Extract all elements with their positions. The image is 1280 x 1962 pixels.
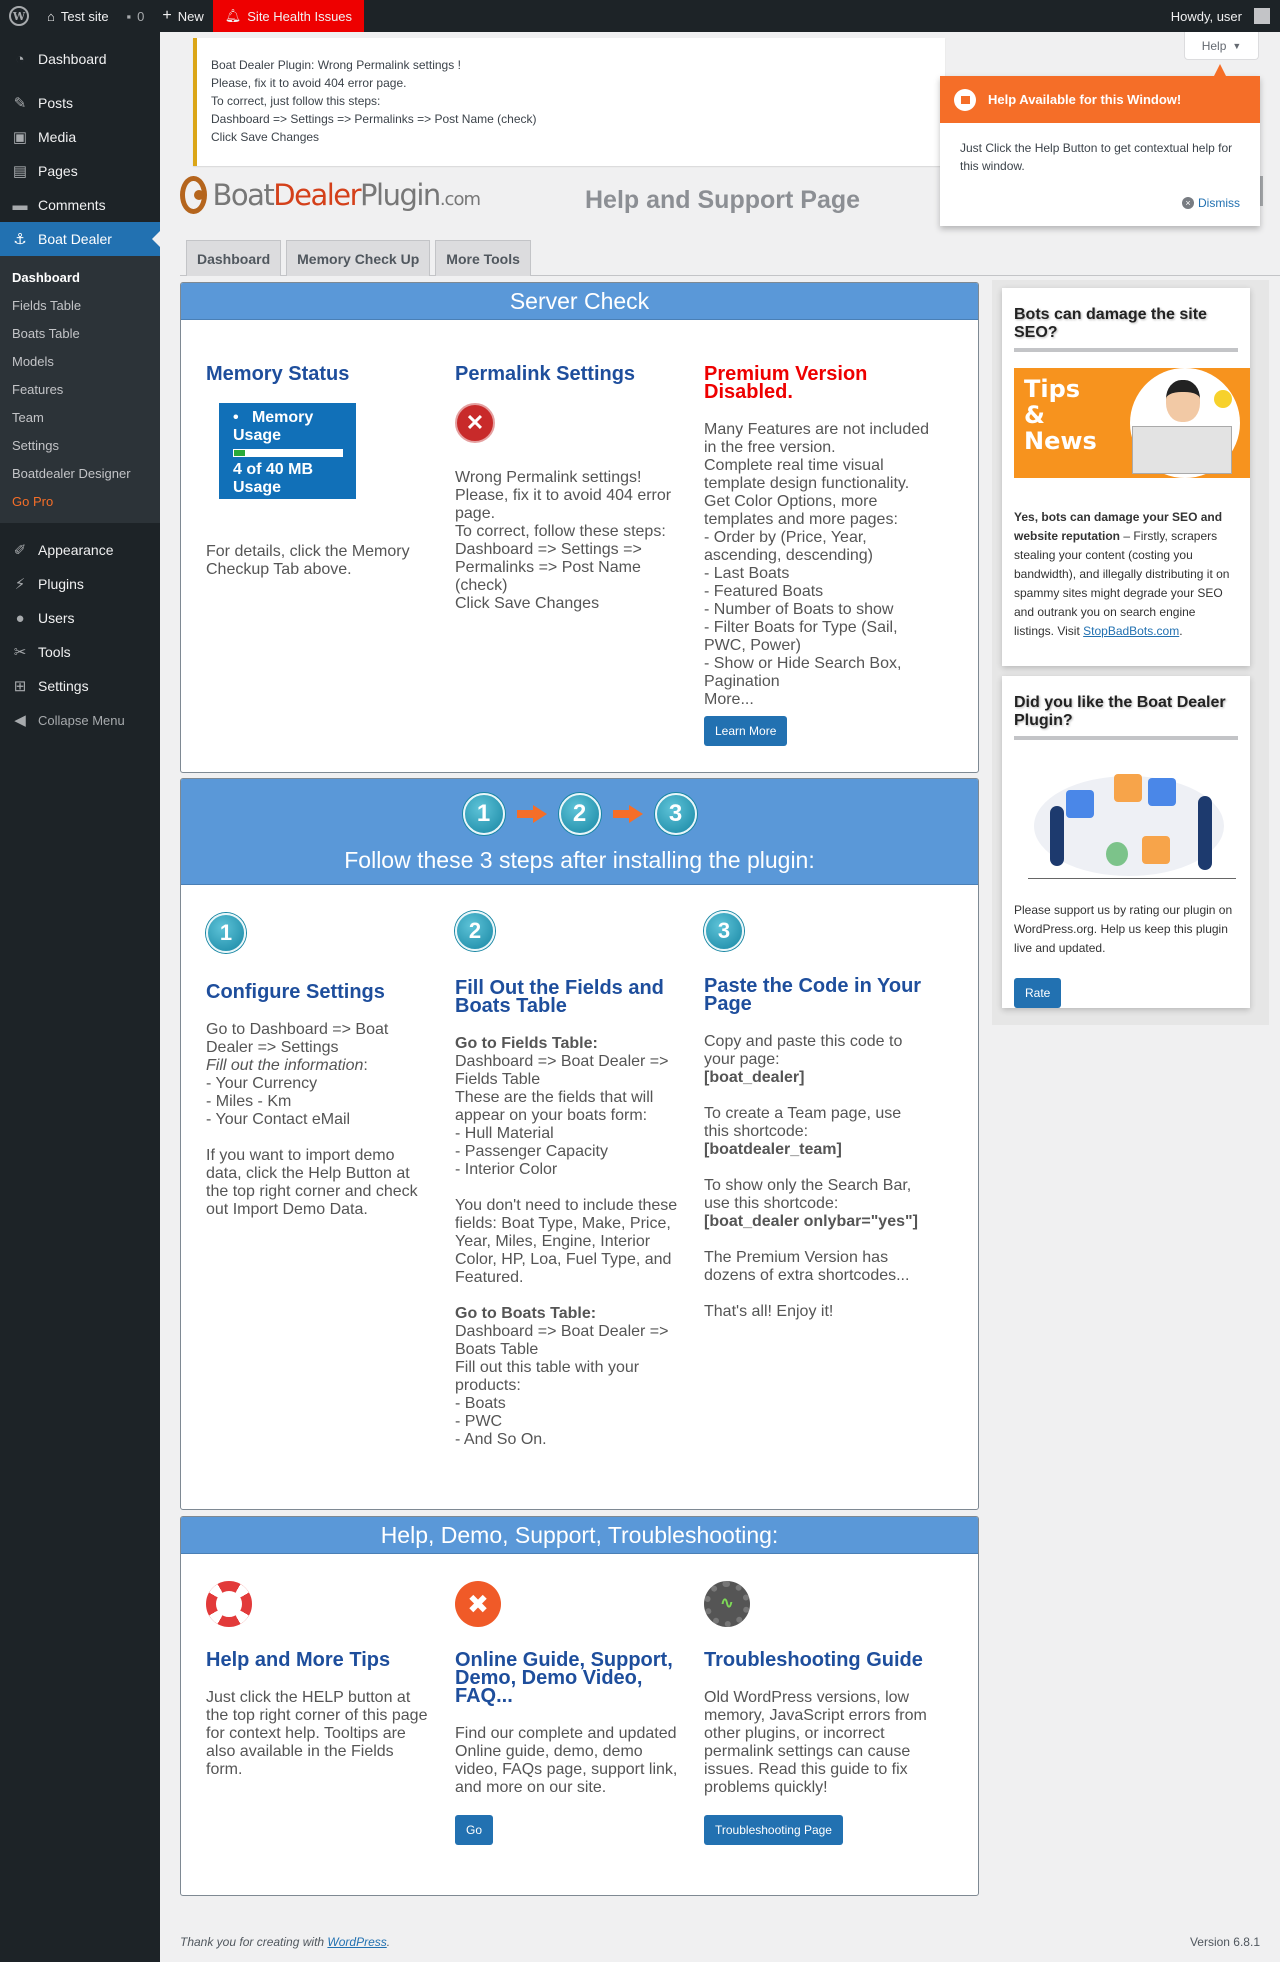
submenu-boats-table[interactable]: Boats Table <box>12 325 80 341</box>
permalink-settings-column <box>455 365 704 746</box>
install-steps-box <box>180 778 979 1510</box>
puzzle-piece-icon <box>1114 774 1142 802</box>
collapse-label: Collapse Menu <box>38 712 125 728</box>
notice-line: Dashboard => Settings => Permalinks => Post Name (check) <box>211 112 537 126</box>
logo-boat: Boat <box>212 178 274 212</box>
step-1-item: - Your Contact eMail <box>206 1111 351 1128</box>
step-3-text: To create a Team page, use this shortcode: <box>704 1105 902 1140</box>
notice-line: Boat Dealer Plugin: Wrong Permalink settings ! <box>211 58 461 72</box>
fill-fields-heading: Fill Out the Fields and Boats Table <box>455 977 664 1017</box>
no-need-fields-text: You don't need to include these fields: Boat Type, Make, Price, Year, Miles, Engine, Interior Color, HP, Loa, Fuel Type, and Featured. <box>455 1197 678 1286</box>
wrench-icon: ✂ <box>13 644 27 661</box>
person-figure-icon <box>1198 796 1212 870</box>
arrow-right-icon <box>517 807 547 821</box>
page-icon: ▤ <box>12 163 28 180</box>
sidebar-item-label: Dashboard <box>38 51 107 67</box>
step-1-icon: 1 <box>463 793 505 835</box>
sidebar-item-appearance[interactable] <box>0 533 160 567</box>
bullet-icon: • <box>233 409 252 426</box>
sidebar-item-label: Posts <box>38 95 74 111</box>
admin-bar <box>0 0 1280 32</box>
puzzle-piece-icon <box>1142 836 1170 864</box>
submenu-go-pro[interactable]: Go Pro <box>12 493 54 509</box>
permalink-warning-notice <box>193 38 945 166</box>
online-guide-column <box>455 1581 704 1845</box>
help-tips-column <box>206 1581 455 1845</box>
premium-line: - Featured Boats <box>704 583 824 600</box>
step-3-text: To show only the Search Bar, use this shortcode: <box>704 1177 912 1212</box>
footer-dot: . <box>386 1935 391 1949</box>
premium-line: More... <box>704 691 754 708</box>
boat-dealer-logo <box>180 170 480 220</box>
step-2-line: - Hull Material <box>455 1125 554 1142</box>
permalink-line: To correct, follow these steps: <box>455 523 666 540</box>
premium-line: - Number of Boats to show <box>704 601 894 618</box>
submenu-features[interactable]: Features <box>12 381 64 397</box>
submenu-fields-table[interactable]: Fields Table <box>12 297 82 313</box>
tab-memory-check-up[interactable]: Memory Check Up <box>286 240 430 276</box>
pointer-header <box>940 76 1260 123</box>
tips-news-text <box>1024 376 1097 454</box>
sidebar-item-label: Users <box>38 610 75 626</box>
error-x-icon: ✕ <box>455 403 495 443</box>
wordpress-logo-icon: W <box>9 6 29 26</box>
news-word: News <box>1024 427 1097 455</box>
site-health-label: Site Health Issues <box>247 8 353 24</box>
memory-progress-bar <box>233 449 343 457</box>
sidebar-item-label: Plugins <box>38 576 84 592</box>
tips-word: Tips <box>1024 375 1081 403</box>
notice-line: To correct, just follow this steps: <box>211 94 381 108</box>
memory-usage-label <box>233 409 342 445</box>
puzzle-piece-icon <box>1148 778 1176 806</box>
user-icon: ● <box>15 609 25 627</box>
help-tips-heading: Help and More Tips <box>206 1649 391 1671</box>
sidebar-item-label: Pages <box>38 163 78 179</box>
bots-seo-text <box>1014 508 1238 641</box>
person-head-icon <box>1166 380 1200 422</box>
sidebar-item-pages[interactable] <box>0 154 160 188</box>
premium-line: - Order by (Price, Year, ascending, descending) <box>704 529 874 564</box>
go-button[interactable]: Go <box>455 1815 493 1845</box>
steps-title: Follow these 3 steps after installing the plugin: <box>344 847 815 873</box>
step-3-text: The Premium Version has dozens of extra shortcodes... <box>704 1249 910 1284</box>
comments-link[interactable] <box>118 0 154 32</box>
stopbadbots-link[interactable]: StopBadBots.com <box>1083 624 1180 638</box>
memory-status-heading: Memory Status <box>206 363 350 385</box>
sidebar-item-media[interactable] <box>0 120 160 154</box>
fill-info-italic: Fill out the information <box>206 1057 364 1074</box>
memory-usage-value: 4 of 40 MB Usage <box>233 461 314 496</box>
help-tips-text: Just click the HELP button at the top right corner of this page for context help. Tooltips are also available in the Fields form. <box>206 1689 428 1778</box>
right-sidebar <box>992 280 1269 1025</box>
sidebar-item-users[interactable] <box>0 601 160 635</box>
sidebar-item-comments[interactable] <box>0 188 160 222</box>
memory-progress-fill <box>234 450 245 456</box>
server-check-box <box>180 282 979 773</box>
sidebar-item-label: Media <box>38 129 77 145</box>
bots-seo-body: – Firstly, scrapers stealing your content (costing you bandwidth), and illegally distributing it on spammy sites might degrade your SEO and outrank you on search engine listings. Visit <box>1014 529 1230 638</box>
step-2-line: Fill out this table with your products: <box>455 1359 640 1394</box>
person-figure-icon <box>1050 806 1064 866</box>
sidebar-item-settings[interactable] <box>0 669 160 703</box>
period-text: . <box>1179 624 1183 638</box>
plug-icon: ⚡︎ <box>14 576 26 593</box>
premium-disabled-heading: Premium Version Disabled. <box>704 363 868 403</box>
tab-more-tools[interactable]: More Tools <box>435 240 531 276</box>
ship-wheel-icon <box>180 176 207 214</box>
pointer-title: Help Available for this Window! <box>988 92 1182 107</box>
submenu-team[interactable]: Team <box>12 409 44 425</box>
avatar <box>1254 8 1270 24</box>
footer-thanks <box>180 1935 390 1949</box>
troubleshooting-text: Old WordPress versions, low memory, JavaScript errors from other plugins, or incorrect permalink settings can cause issues. Read this guide to fix problems quickly! <box>704 1689 927 1796</box>
step-1-fill-line <box>206 1057 431 1075</box>
colon-text: : <box>363 1057 368 1074</box>
my-account-link[interactable] <box>1162 0 1280 32</box>
rate-plugin-title: Did you like the Boat Dealer Plugin? <box>1014 694 1238 740</box>
premium-line: Many Features are not included in the free version. <box>704 421 930 456</box>
server-check-title: Server Check <box>181 283 978 320</box>
notice-line: Please, fix it to avoid 404 error page. <box>211 76 407 90</box>
site-name-link[interactable] <box>38 0 118 32</box>
sidebar-item-tools[interactable] <box>0 635 160 669</box>
home-icon: ⌂ <box>47 8 55 24</box>
logo-plugin: Plugin <box>360 178 440 212</box>
steps-numbers-row <box>181 779 978 835</box>
caret-down-icon: ▼ <box>1232 40 1242 51</box>
logo-text <box>213 178 481 212</box>
dismiss-link[interactable] <box>1182 196 1240 210</box>
online-guide-heading: Online Guide, Support, Demo, Demo Video, FAQ... <box>455 1649 673 1707</box>
flag-icon <box>954 89 976 111</box>
notice-line: Click Save Changes <box>211 130 320 144</box>
brush-icon: ✐ <box>13 542 27 559</box>
tab-dashboard[interactable]: Dashboard <box>186 240 281 276</box>
submenu-dashboard[interactable]: Dashboard <box>12 269 80 285</box>
step-2-line: - Interior Color <box>455 1161 558 1178</box>
new-label: New <box>177 8 204 24</box>
step-3-column <box>704 913 953 1449</box>
collapse-icon: ◀ <box>14 712 26 729</box>
logo-dealer: Dealer <box>273 178 361 212</box>
newspaper-icon <box>1132 426 1232 474</box>
close-icon: × <box>1182 197 1194 209</box>
bots-seo-card <box>1002 288 1250 666</box>
lifebuoy-icon <box>206 1581 252 1627</box>
step-2-column <box>455 913 704 1449</box>
help-tab-label: Help <box>1201 38 1227 53</box>
media-icon: ▣ <box>12 129 28 146</box>
footer-thanks-text: Thank you for creating with <box>180 1935 328 1949</box>
admin-sidebar <box>0 32 160 1962</box>
help-tab-button[interactable] <box>1184 32 1259 60</box>
step-2-line: These are the fields that will appear on your boats form: <box>455 1089 654 1124</box>
step-2-line: - Passenger Capacity <box>455 1143 608 1160</box>
help-support-box <box>180 1516 979 1896</box>
pin-icon: ✎ <box>13 95 27 112</box>
dashboard-icon: ◔ <box>15 50 25 68</box>
wordpress-link[interactable]: WordPress <box>327 1935 387 1949</box>
site-health-link[interactable] <box>213 0 364 32</box>
comment-icon: ▬ <box>12 196 28 214</box>
comments-count: 0 <box>137 8 145 24</box>
step-3-text: That's all! Enjoy it! <box>704 1303 834 1320</box>
step-2-line: - Boats <box>455 1395 506 1412</box>
learn-more-button[interactable]: Learn More <box>704 716 787 746</box>
submenu-models[interactable]: Models <box>12 353 54 369</box>
wrench-icon: ✖ <box>455 1581 501 1627</box>
bots-seo-title: Bots can damage the site SEO? <box>1014 306 1238 352</box>
sidebar-item-plugins[interactable] <box>0 567 160 601</box>
nav-tabs <box>180 240 1280 276</box>
plus-icon: + <box>162 7 172 24</box>
site-name: Test site <box>60 8 109 24</box>
step-3-badge-icon: 3 <box>704 911 744 951</box>
bots-seo-bold: Yes, bots can damage your SEO and website reputation <box>1014 510 1223 543</box>
permalink-line: Please, fix it to avoid 404 error page. <box>455 487 672 522</box>
troubleshooting-heading: Troubleshooting Guide <box>704 1649 923 1671</box>
plant-icon <box>1106 842 1128 866</box>
permalink-line: Click Save Changes <box>455 595 600 612</box>
submenu-boatdealer-designer[interactable]: Boatdealer Designer <box>12 465 131 481</box>
settings-icon: ⊞ <box>13 678 27 695</box>
premium-features-text <box>704 421 929 709</box>
step-2-line: - PWC <box>455 1413 503 1430</box>
pointer-body: Just Click the Help Button to get contextual help for this window. <box>960 141 1233 173</box>
shortcode-team: [boatdealer_team] <box>704 1141 842 1158</box>
page-title: Help and Support Page <box>585 186 861 214</box>
step-1-badge-icon: 1 <box>206 913 246 953</box>
puzzle-illustration <box>1014 756 1250 881</box>
step-1-item: - Your Currency <box>206 1075 318 1092</box>
footer-version: Version 6.8.1 <box>1189 1935 1260 1949</box>
puzzle-piece-icon <box>1066 790 1094 818</box>
new-content-link[interactable] <box>153 0 212 32</box>
sidebar-item-label: Comments <box>38 197 106 213</box>
permalink-line: Wrong Permalink settings! <box>455 469 642 486</box>
step-1-column <box>206 913 455 1449</box>
premium-line: Get Color Options, more templates and more pages: <box>704 493 898 528</box>
step-2-line: - And So On. <box>455 1431 547 1448</box>
lightbulb-icon <box>1214 390 1232 408</box>
memory-usage-text: Memory Usage <box>233 409 314 444</box>
steps-header <box>181 779 978 885</box>
amp-word: & <box>1024 401 1045 429</box>
sidebar-item-dashboard[interactable] <box>0 42 160 76</box>
memory-status-column <box>206 365 455 746</box>
gear-icon: ∿ <box>704 1581 750 1627</box>
troubleshooting-column <box>704 1581 953 1845</box>
boats-table-label: Go to Boats Table: <box>455 1305 597 1322</box>
step-1-item: - Miles - Km <box>206 1093 292 1110</box>
memory-details-text: For details, click the Memory Checkup Tab above. <box>206 543 410 578</box>
step-1-line: Go to Dashboard => Boat Dealer => Settings <box>206 1021 389 1056</box>
arrow-right-icon <box>613 807 643 821</box>
online-guide-text: Find our complete and updated Online guide, demo, demo video, FAQs page, support link, and more on our site. <box>455 1725 678 1796</box>
howdy-text: Howdy, user <box>1170 8 1242 24</box>
premium-line: Complete real time visual template design functionality. <box>704 457 910 492</box>
collapse-menu-button[interactable] <box>0 703 160 737</box>
sidebar-item-label: Settings <box>38 678 89 694</box>
troubleshooting-page-button[interactable]: Troubleshooting Page <box>704 1815 843 1845</box>
sidebar-item-posts[interactable] <box>0 86 160 120</box>
configure-settings-heading: Configure Settings <box>206 981 385 1003</box>
logo-com: .com <box>439 189 480 210</box>
import-demo-text: If you want to import demo data, click the Help Button at the top right corner and check out Import Demo Data. <box>206 1147 418 1218</box>
wp-logo-menu[interactable] <box>0 0 38 32</box>
memory-usage-box <box>219 403 356 499</box>
sidebar-item-label: Appearance <box>38 542 114 558</box>
step-2-line: Dashboard => Boat Dealer => Boats Table <box>455 1323 669 1358</box>
premium-line: - Filter Boats for Type (Sail, PWC, Power) <box>704 619 898 654</box>
premium-line: - Show or Hide Search Box, Pagination <box>704 655 902 690</box>
rate-plugin-card <box>1002 676 1250 1008</box>
dismiss-label: Dismiss <box>1198 196 1240 210</box>
step-2-badge-icon: 2 <box>455 911 495 951</box>
step-3-text: Copy and paste this code to your page: <box>704 1033 903 1068</box>
boat-dealer-submenu <box>0 256 160 523</box>
anchor-icon: ⚓︎ <box>13 231 27 248</box>
sidebar-item-label: Boat Dealer <box>38 231 112 247</box>
shortcode-search-bar: [boat_dealer onlybar="yes"] <box>704 1213 918 1230</box>
tips-news-image <box>1014 368 1250 478</box>
sidebar-item-boat-dealer[interactable] <box>0 222 160 256</box>
bell-icon: 🔔︎ <box>224 8 242 23</box>
sidebar-item-label: Tools <box>38 644 71 660</box>
shortcode-boat-dealer: [boat_dealer] <box>704 1069 805 1086</box>
rate-button[interactable]: Rate <box>1014 978 1061 1008</box>
comment-icon: ▪ <box>126 8 132 24</box>
premium-line: - Last Boats <box>704 565 790 582</box>
paste-code-heading: Paste the Code in Your Page <box>704 975 922 1015</box>
step-2-icon: 2 <box>559 793 601 835</box>
help-pointer-popup <box>940 76 1260 226</box>
step-2-line: Dashboard => Boat Dealer => Fields Table <box>455 1053 669 1088</box>
permalink-heading: Permalink Settings <box>455 363 636 385</box>
fields-table-label: Go to Fields Table: <box>455 1035 598 1052</box>
step-3-icon: 3 <box>655 793 697 835</box>
ground-line <box>1028 878 1236 879</box>
help-support-title: Help, Demo, Support, Troubleshooting: <box>181 1517 978 1554</box>
permalink-text <box>455 469 680 613</box>
premium-version-column <box>704 365 953 746</box>
submenu-settings[interactable]: Settings <box>12 437 59 453</box>
permalink-line: Dashboard => Settings => Permalinks => Post Name (check) <box>455 541 642 594</box>
rate-plugin-text: Please support us by rating our plugin on WordPress.org. Help us keep this plugin live and updated. <box>1014 903 1233 955</box>
